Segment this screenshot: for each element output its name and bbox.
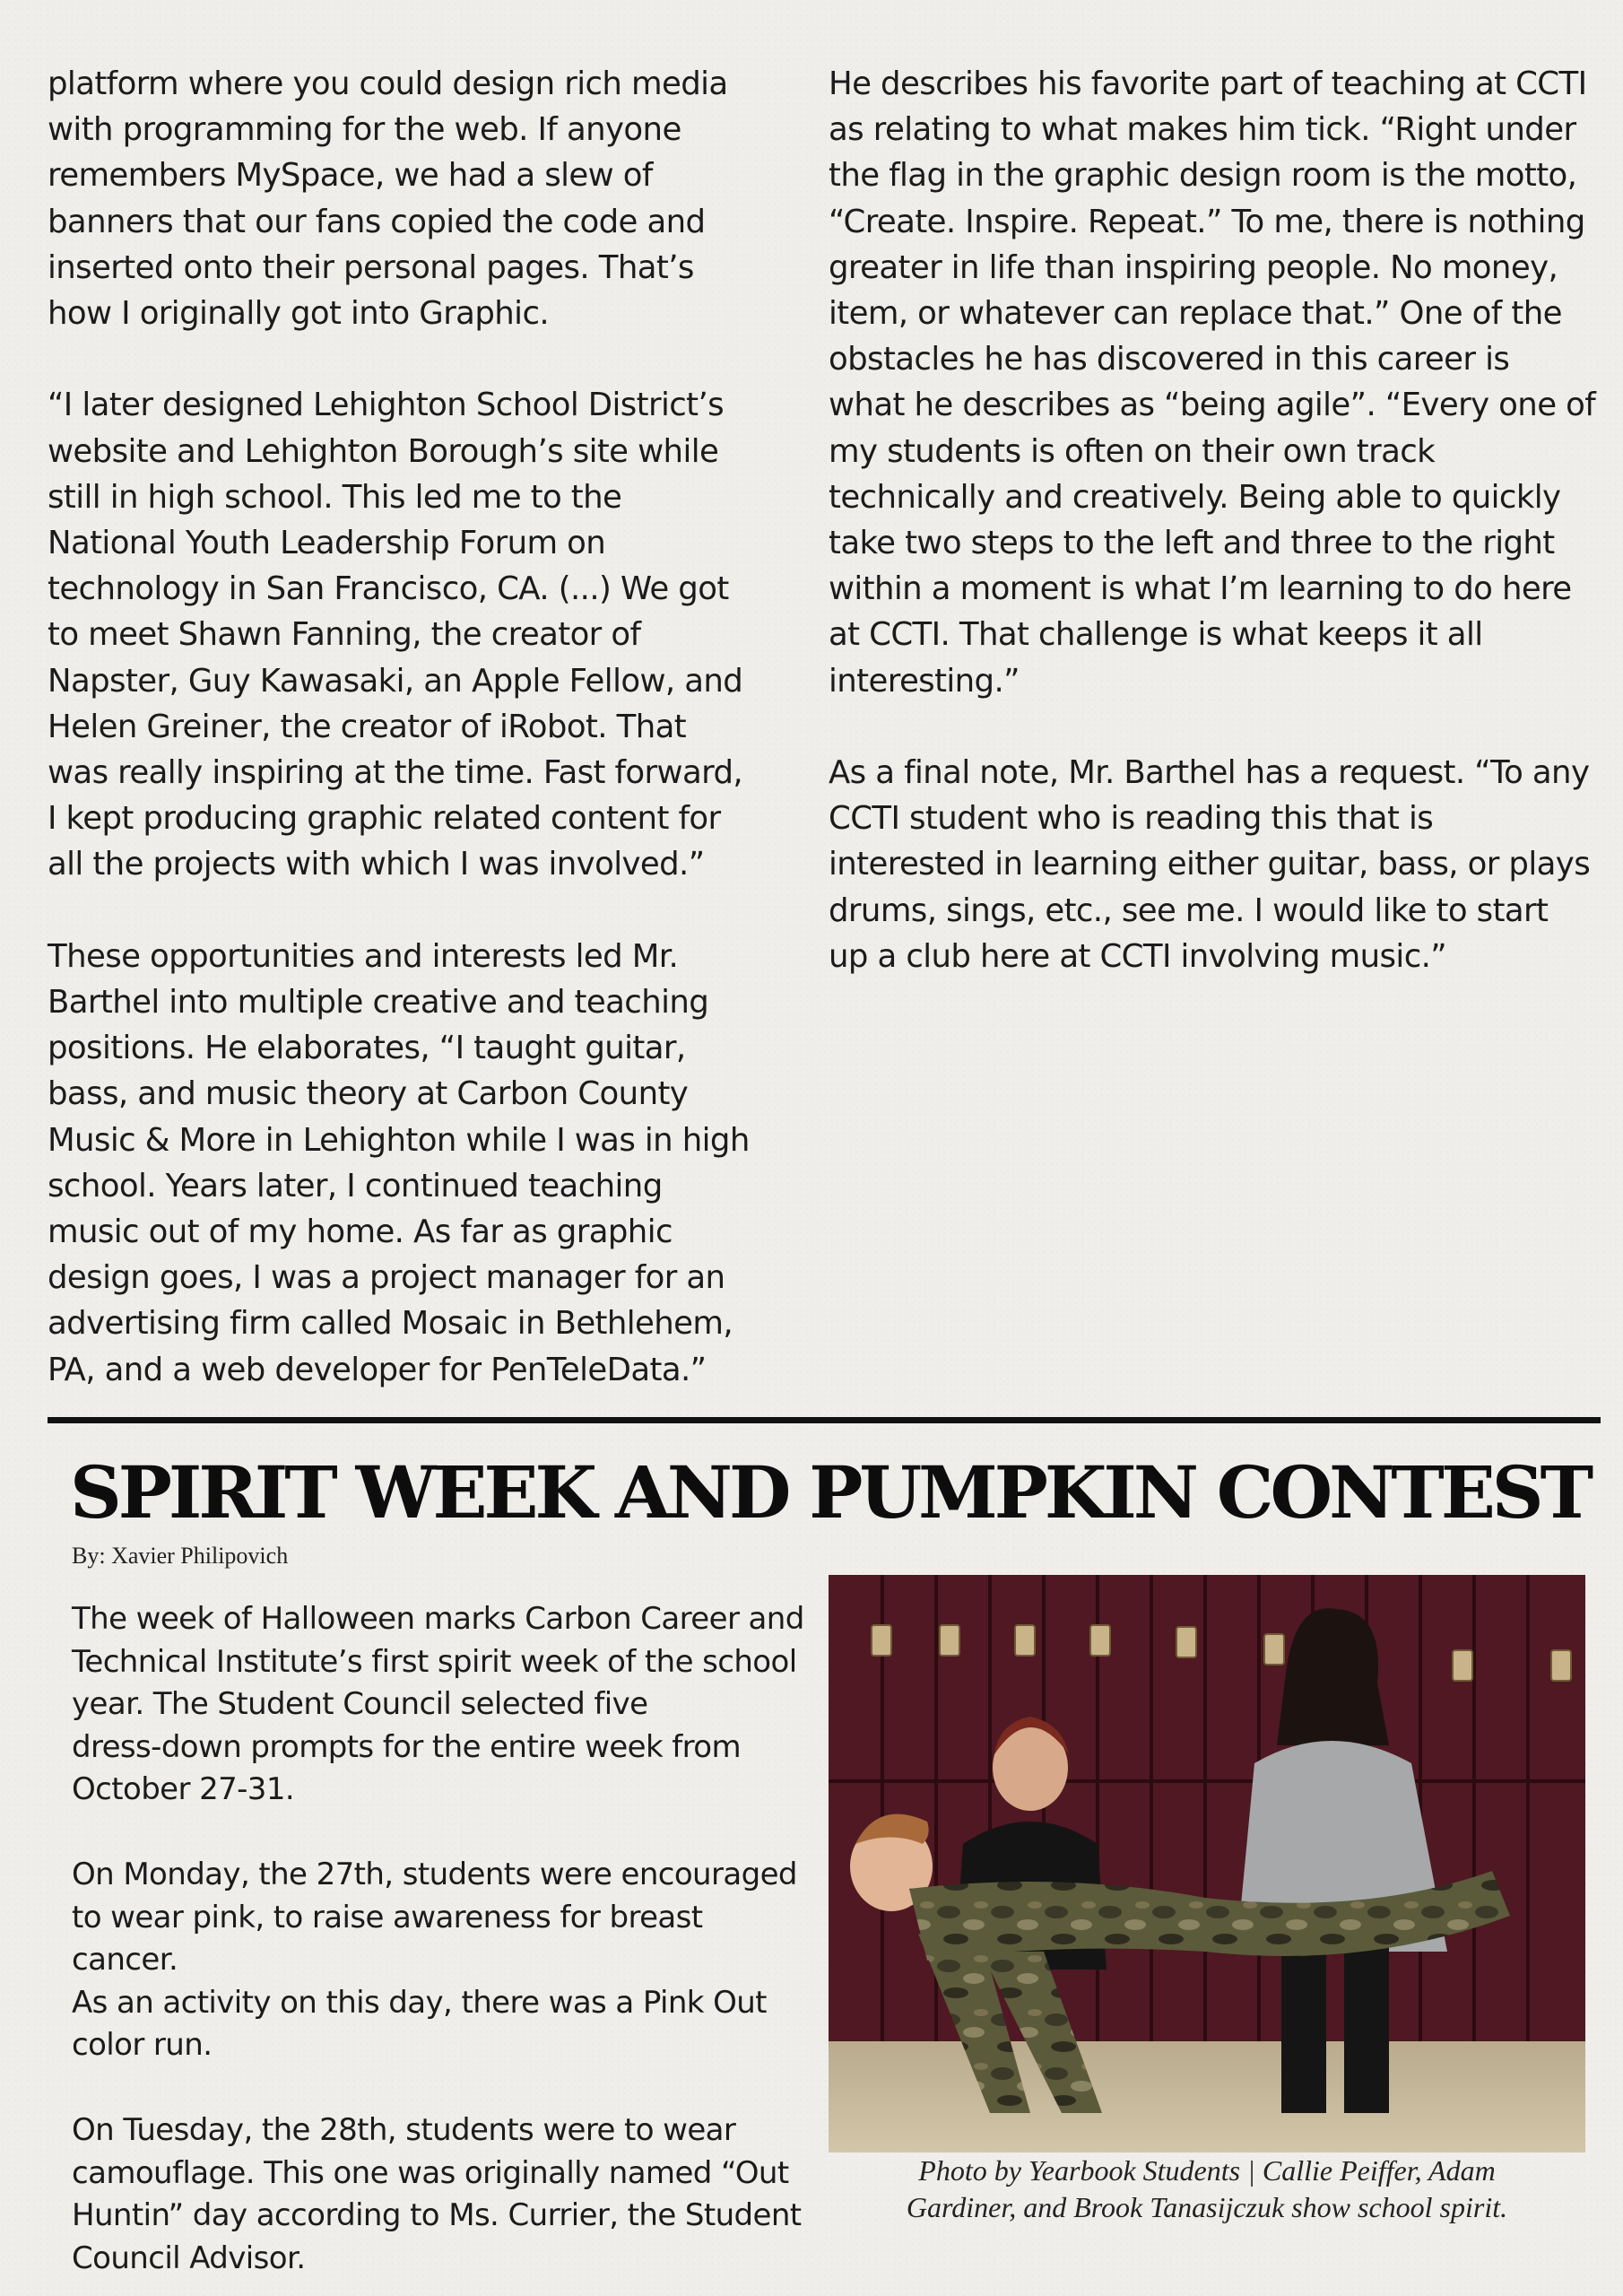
right-column	[829, 61, 1600, 979]
article-paragraph-2: On Monday, the 27th, students were encouraged to wear pink, to raise awareness for breast cancer. As an activity on this day, there was a Pink Out color run.	[72, 1857, 797, 2063]
spirit-week-photo	[829, 1575, 1585, 2152]
left-column	[48, 61, 792, 1393]
left-paragraph-2: “I later designed Lehighton School District’s website and Lehighton Borough’s site while still in high school. This led me to the National Youth Leadership Forum on technology in San Francisco, CA. (...) We got to meet Shawn Fanning, the creator of Napster, Guy Kawasaki, an Apple Fellow, and Helen Greiner, the creator of iRobot. That was really inspiring at the time. Fast forward, I kept producing graphic related content for all the projects with which I was involved.”	[48, 387, 743, 883]
article-paragraph-3: On Tuesday, the 28th, students were to wear camouflage. This one was originally named “Out Huntin” day according to Ms. Currier, the Student Council Advisor.	[72, 2112, 802, 2276]
spirit-article-body	[72, 1598, 816, 2280]
article-byline: By: Xavier Philipovich	[72, 1543, 289, 1569]
right-paragraph-2: As a final note, Mr. Barthel has a request. “To any CCTI student who is reading this that is interested in learning either guitar, bass, or plays drums, sings, etc., see me. I would like to start up a club here at CCTI involving music.”	[829, 754, 1591, 975]
photo-caption: Photo by Yearbook Students | Callie Peiffer, Adam Gardiner, and Brook Tanasijczuk show school spirit.	[906, 2154, 1508, 2223]
article-headline: SPIRIT WEEK AND PUMPKIN CONTEST	[70, 1450, 1591, 1535]
right-paragraph-1: He describes his favorite part of teaching at CCTI as relating to what makes him tick. “Right under the flag in the graphic design room is the motto, “Create. Inspire. Repeat.” To me, there is nothing greater in life than inspiring people. No money, item, or whatever can replace that.” One of the obstacles he has discovered in this career is what he describes as “being agile”. “Every one of my students is often on their own track technically and creatively. Being able to quickly take two steps to the left and three to the right within a moment is what I’m learning to do here at CCTI. That challenge is what keeps it all interesting.”	[829, 65, 1596, 700]
left-paragraph-3: These opportunities and interests led Mr. Barthel into multiple creative and teaching positions. He elaborates, “I taught guitar, bass, and music theory at Carbon County Music & More in Lehighton while I was in high school. Years later, I continued teaching music out of my home. As far as graphic design goes, I was a project manager for an advertising firm called Mosaic in Bethlehem, PA, and a web developer for PenTeleData.”	[48, 937, 750, 1388]
section-divider	[48, 1417, 1601, 1423]
article-paragraph-1: The week of Halloween marks Carbon Career and Technical Institute’s first spirit week of the school year. The Student Council selected five dress-down prompts for the entire week from October 27-31.	[72, 1601, 804, 1807]
left-paragraph-1: platform where you could design rich media with programming for the web. If anyone remembers MySpace, we had a slew of banners that our fans copied the code and inserted onto their personal pages. That’s how I originally got into Graphic.	[48, 65, 728, 333]
